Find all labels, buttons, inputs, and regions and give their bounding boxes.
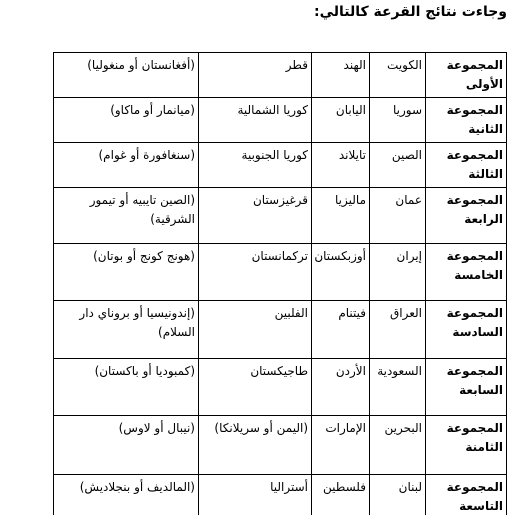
table-row xyxy=(54,53,507,98)
draw-results-heading: وجاءت نتائج القرعة كالتالي: xyxy=(313,4,507,20)
table-row xyxy=(54,301,507,359)
team-cell: تركمانستان xyxy=(199,244,312,301)
group-name-cell: المجموعة الرابعة xyxy=(426,188,507,244)
group-name-cell: المجموعة السابعة xyxy=(426,359,507,416)
qualifier-cell: (ميانمار أو ماكاو) xyxy=(54,98,199,143)
qualifier-cell: (كمبوديا أو باكستان) xyxy=(54,359,199,416)
draw-results-table xyxy=(53,52,507,515)
table-row xyxy=(54,244,507,301)
team-cell: كوريا الشمالية xyxy=(199,98,312,143)
qualifier-cell: (أفغانستان أو منغوليا) xyxy=(54,53,199,98)
team-cell: (اليمن أو سريلانكا) xyxy=(199,416,312,475)
table-row xyxy=(54,475,507,515)
team-cell: الهند xyxy=(312,53,370,98)
team-cell: فيتنام xyxy=(312,301,370,359)
team-cell: لبنان xyxy=(370,475,426,515)
group-name-cell: المجموعة الثالثة xyxy=(426,143,507,188)
team-cell: إيران xyxy=(370,244,426,301)
qualifier-cell: (هونج كونج أو بوتان) xyxy=(54,244,199,301)
team-cell: تايلاند xyxy=(312,143,370,188)
group-name-cell: المجموعة التاسعة xyxy=(426,475,507,515)
table-row xyxy=(54,188,507,244)
team-cell: السعودية xyxy=(370,359,426,416)
team-cell: فلسطين xyxy=(312,475,370,515)
team-cell: الإمارات xyxy=(312,416,370,475)
qualifier-cell: (المالديف أو بنجلاديش) xyxy=(54,475,199,515)
group-name-cell: المجموعة الثامنة xyxy=(426,416,507,475)
group-name-cell: المجموعة السادسة xyxy=(426,301,507,359)
team-cell: كوريا الجنوبية xyxy=(199,143,312,188)
team-cell: العراق xyxy=(370,301,426,359)
team-cell: البحرين xyxy=(370,416,426,475)
table-row xyxy=(54,98,507,143)
qualifier-cell: (سنغافورة أو غوام) xyxy=(54,143,199,188)
team-cell: سوريا xyxy=(370,98,426,143)
team-cell: الأردن xyxy=(312,359,370,416)
team-cell: عمان xyxy=(370,188,426,244)
group-name-cell: المجموعة الأولى xyxy=(426,53,507,98)
team-cell: ماليزيا xyxy=(312,188,370,244)
team-cell: أوزبكستان xyxy=(312,244,370,301)
table-row xyxy=(54,359,507,416)
group-name-cell: المجموعة الخامسة xyxy=(426,244,507,301)
qualifier-cell: (نيبال أو لاوس) xyxy=(54,416,199,475)
qualifier-cell: (الصين تايبيه أو تيمور الشرقية) xyxy=(54,188,199,244)
team-cell: الصين xyxy=(370,143,426,188)
team-cell: الكويت xyxy=(370,53,426,98)
group-name-cell: المجموعة الثانية xyxy=(426,98,507,143)
table-row xyxy=(54,416,507,475)
team-cell: طاجيكستان xyxy=(199,359,312,416)
team-cell: اليابان xyxy=(312,98,370,143)
team-cell: أستراليا xyxy=(199,475,312,515)
team-cell: الفلبين xyxy=(199,301,312,359)
table-row xyxy=(54,143,507,188)
qualifier-cell: (إندونيسيا أو بروناي دار السلام) xyxy=(54,301,199,359)
team-cell: قطر xyxy=(199,53,312,98)
team-cell: قرغيزستان xyxy=(199,188,312,244)
